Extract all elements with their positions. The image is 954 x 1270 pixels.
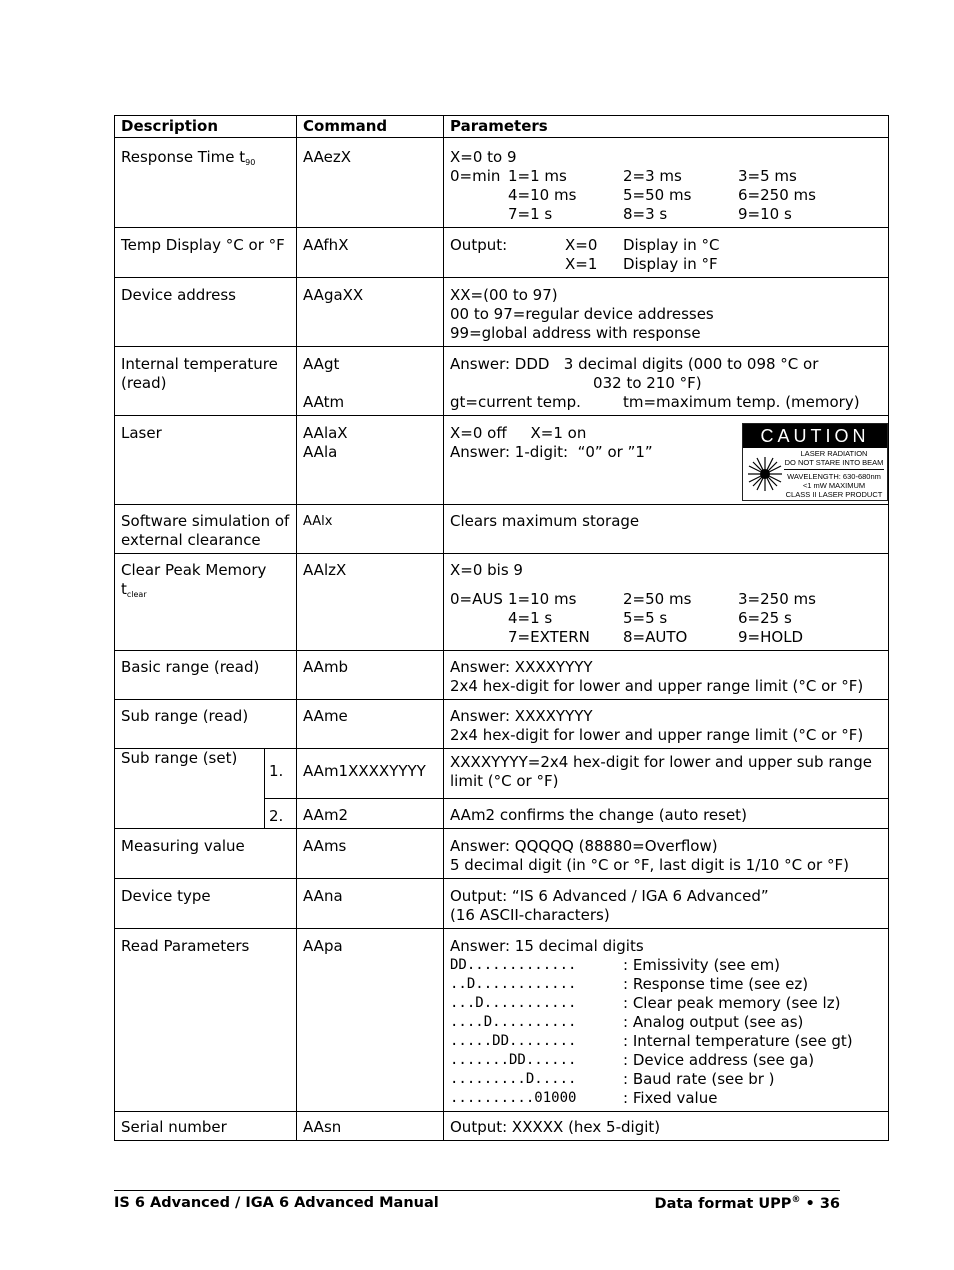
table-row [115, 416, 889, 505]
row-parameters: AAm2 confirms the change (auto reset) [444, 799, 889, 829]
row-parameters: Answer: XXXXYYYY 2x4 hex-digit for lower and upper range limit (°C or °F) [444, 700, 889, 749]
row-parameters: X=0 bis 9 0=AUS 1=10 ms 2=50 ms 3=250 ms 4=1 s 5=5 s 6=25 s 7=EXTERN 8=AUTO 9=HOLD [444, 554, 889, 651]
row-parameters: XXXXYYYY=2x4 hex-digit for lower and upper sub range limit (°C or °F) [444, 749, 889, 799]
header-parameters: Parameters [444, 116, 889, 138]
row-parameters: CAUTION LASER RADIATION DO NOT STARE INTO BEAM WAVELENGTH: 630-680nm <1 mW MAXIMUM CLASS II LASER PRODUCT X=0 off X=1 on Answer: 1-digit: “0” or ”1” [444, 416, 889, 505]
table-row [115, 505, 889, 554]
header-command: Command [297, 116, 444, 138]
row-command: AAgt AAtm [297, 347, 444, 416]
row-step-number: 1. [265, 749, 297, 799]
row-description: Laser [115, 416, 297, 505]
command-table [114, 115, 889, 1141]
row-parameters: Output: XXXXX (hex 5-digit) [444, 1112, 889, 1141]
row-command: AAmb [297, 651, 444, 700]
row-description: Read Parameters [115, 929, 297, 1112]
row-command: AAlzX [297, 554, 444, 651]
table-row [115, 929, 889, 1112]
row-command: AAsn [297, 1112, 444, 1141]
value-grid: 0=AUS 1=10 ms 2=50 ms 3=250 ms 4=1 s 5=5 s 6=25 s 7=EXTERN 8=AUTO 9=HOLD [450, 590, 816, 646]
table-row [115, 278, 889, 347]
table-header [115, 116, 889, 138]
table-row [115, 554, 889, 651]
row-description: Response Time $t_{90}$ [115, 138, 297, 228]
row-description: Basic range (read) [115, 651, 297, 700]
table-row [115, 749, 889, 799]
table-row [115, 829, 889, 879]
footer-manual-title: IS 6 Advanced / IGA 6 Advanced Manual [114, 1195, 439, 1211]
row-description: Device address [115, 278, 297, 347]
row-description: Device type [115, 879, 297, 929]
table-row [115, 651, 889, 700]
row-command: AAms [297, 829, 444, 879]
row-command: AApa [297, 929, 444, 1112]
row-parameters: Answer: QQQQQ (88880=Overflow) 5 decimal digit (in °C or °F, last digit is 1/10 °C or °F) [444, 829, 889, 879]
row-command: AAm1XXXXYYYY [297, 749, 444, 799]
row-step-number: 2. [265, 799, 297, 829]
row-command: AAezX [297, 138, 444, 228]
row-description: Internal temperature (read) [115, 347, 297, 416]
row-parameters [444, 228, 889, 278]
row-parameters: X=0 to 9 0=min 1=1 ms 2=3 ms 3=5 ms 4=10 ms 5=50 ms 6=250 ms 7=1 s 8=3 s 9=10 s [444, 138, 889, 228]
row-parameters: XX=(00 to 97) 00 to 97=regular device addresses 99=global address with response [444, 278, 889, 347]
row-parameters: Answer: XXXXYYYY 2x4 hex-digit for lower and upper range limit (°C or °F) [444, 651, 889, 700]
footer-section: Data format UPP® • 36 [654, 1195, 840, 1212]
row-description: Serial number [115, 1112, 297, 1141]
table-row [115, 138, 889, 228]
row-command: AAfhX [297, 228, 444, 278]
table-row [115, 347, 889, 416]
row-description: Temp Display °C or °F [115, 228, 297, 278]
page-footer [114, 1190, 840, 1212]
table-row [115, 228, 889, 278]
param-list: DD............. : Emissivity (see em) ..D............ : Response time (see ez) ...D........... : Clear peak memory (see lz) ....D.......... : Analog output (see as) .....DD........ : Internal temperature (see gt) .......DD...... : Device address (see ga) .........D..... : Baud rate (see br ) ..........01000 : Fixed value [450, 956, 853, 1107]
header-description: Description [115, 116, 297, 138]
row-command: AAme [297, 700, 444, 749]
value-grid: 0=min 1=1 ms 2=3 ms 3=5 ms 4=10 ms 5=50 ms 6=250 ms 7=1 s 8=3 s 9=10 s [450, 167, 816, 223]
table-row [115, 700, 889, 749]
row-description: Sub range (set) [115, 749, 265, 829]
row-command: AAlx [297, 505, 444, 554]
row-description: Measuring value [115, 829, 297, 879]
row-parameters: Output: “IS 6 Advanced / IGA 6 Advanced” (16 ASCII-characters) [444, 879, 889, 929]
row-parameters: Answer: 15 decimal digits DD............. : Emissivity (see em) ..D............ : Response time (see ez) ...D........... : Clear peak memory (see lz) ....D.......... : Analog output (see as) .....DD........ : Internal temperature (see gt) .......DD...... : Device address (see ga) .........D..... : Baud rate (see br ) ..........01000 : Fixed value [444, 929, 889, 1112]
row-description: Sub range (read) [115, 700, 297, 749]
value-grid: Output: X=0 Display in °C X=1 Display in °F [450, 236, 720, 273]
row-description: Software simulation of external clearance [115, 505, 297, 554]
row-command: AAm2 [297, 799, 444, 829]
row-command: AAgaXX [297, 278, 444, 347]
row-description: Clear Peak Memory $t_{clear}$ [115, 554, 297, 651]
row-command: AAlaX AAla [297, 416, 444, 505]
laser-starburst-icon [746, 455, 784, 493]
caution-label: CAUTION LASER RADIATION DO NOT STARE INTO BEAM WAVELENGTH: 630-680nm <1 mW MAXIMUM CLASS II LASER PRODUCT [742, 423, 888, 501]
row-parameters: Answer: DDD 3 decimal digits (000 to 098 °C or 032 to 210 °F) gt=current temp. tm=maximum temp. (memory) [444, 347, 889, 416]
row-parameters: Clears maximum storage [444, 505, 889, 554]
row-command: AAna [297, 879, 444, 929]
table-row [115, 1112, 889, 1141]
table-row [115, 879, 889, 929]
